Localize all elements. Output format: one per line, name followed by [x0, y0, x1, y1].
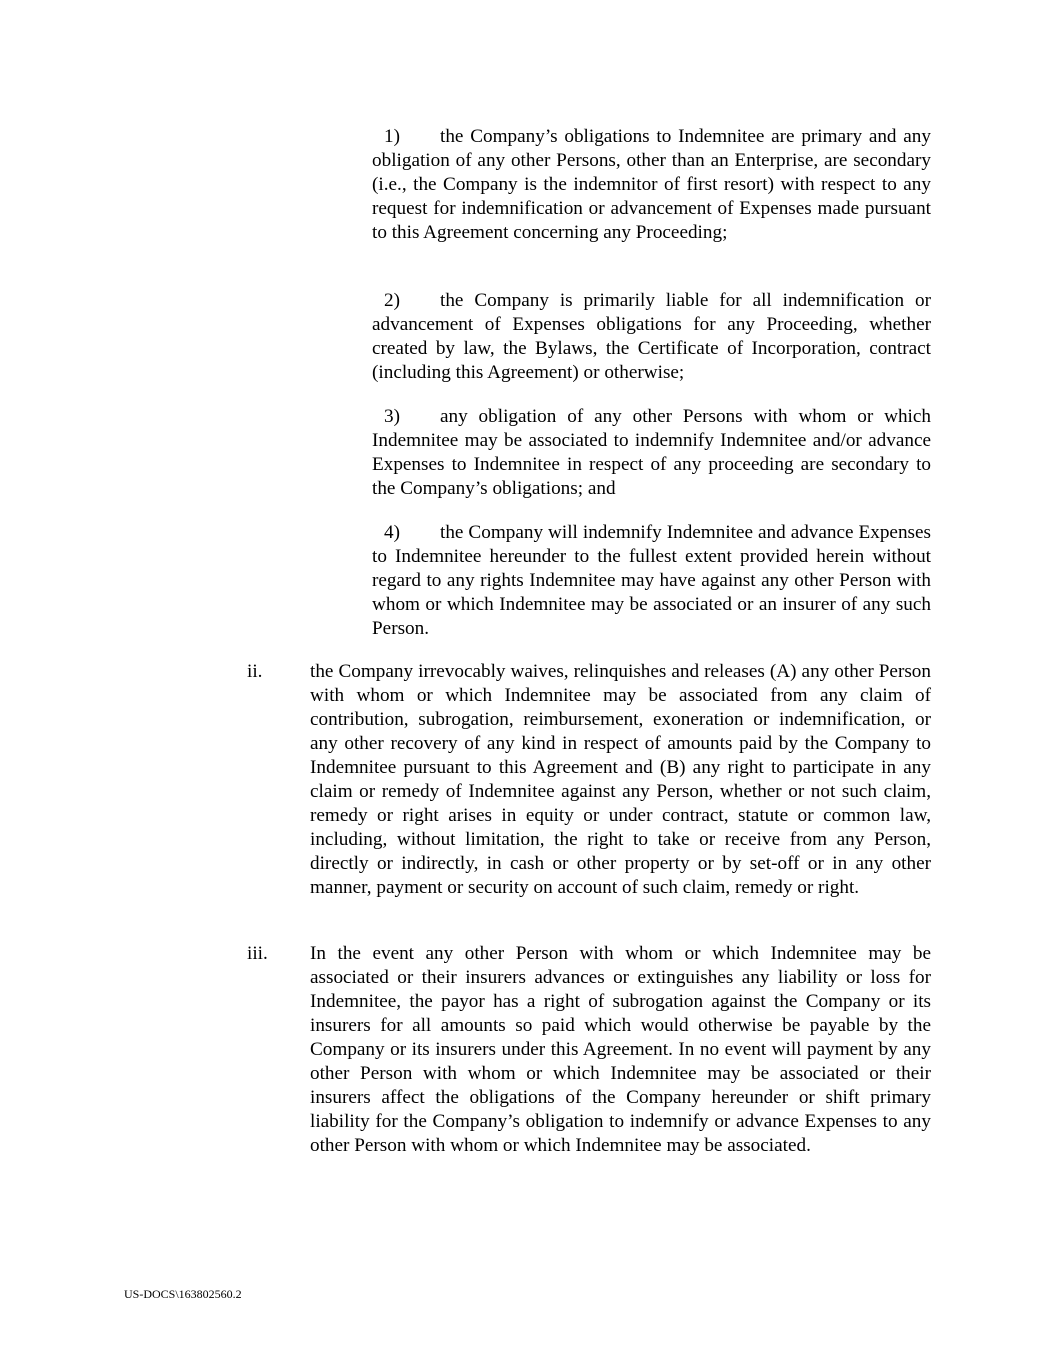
roman-item-iii — [247, 942, 931, 1158]
sub-item-text: the Company’s obligations to Indemnitee are primary and any obligation of any other Persons, other than an Enterprise, are secondary (i.e., the Company is the indemnitor of first resort) with respect to any request for indemnification or advancement of Expenses made pursuant to this Agreement concerning any Proceeding; — [372, 126, 931, 243]
sub-item-number: 3) — [384, 406, 400, 427]
roman-numeral: iii. — [247, 943, 268, 964]
document-footer-id: US-DOCS\163802560.2 — [124, 1287, 242, 1301]
sub-item-3 — [372, 405, 931, 501]
sub-item-4 — [372, 521, 931, 641]
sub-item-text: the Company is primarily liable for all indemnification or advancement of Expenses obligations for any Proceeding, whether created by law, the Bylaws, the Certificate of Incorporation, contract (including this Agreement) or otherwise; — [372, 290, 931, 383]
sub-item-number: 1) — [384, 126, 400, 147]
sub-item-text: any obligation of any other Persons with whom or which Indemnitee may be associated to indemnify Indemnitee and/or advance Expenses to Indemnitee in respect of any proceeding are secondary to the Company’s obligations; and — [372, 406, 931, 499]
roman-numeral: ii. — [247, 661, 263, 682]
sub-item-number: 4) — [384, 522, 400, 543]
sub-item-number: 2) — [384, 290, 400, 311]
roman-item-text: the Company irrevocably waives, relinquishes and releases (A) any other Person with whom or which Indemnitee may be associated from any claim of contribution, subrogation, reimbursement, exoneration or indemnification, or any other recovery of any kind in respect of amounts paid by the Company to Indemnitee pursuant to this Agreement and (B) any right to participate in any claim or remedy of Indemnitee against any Person, whether or not such claim, remedy or right arises in equity or under contract, statute or common law, including, without limitation, the right to take or receive from any Person, directly or indirectly, in cash or other property or by set-off or in any other manner, payment or security on account of such claim, remedy or right. — [310, 661, 931, 898]
sub-item-2 — [372, 289, 931, 385]
roman-item-text: In the event any other Person with whom or which Indemnitee may be associated or their insurers advances or extinguishes any liability or loss for Indemnitee, the payor has a right of subrogation against the Company or its insurers for all amounts so paid which would otherwise be payable by the Company or its insurers under this Agreement. In no event will payment by any other Person with whom or which Indemnitee may be associated or their insurers affect the obligations of the Company hereunder or shift primary liability for the Company’s obligation to indemnify or advance Expenses to any other Person with whom or which Indemnitee may be associated. — [310, 943, 931, 1156]
sub-item-text: the Company will indemnify Indemnitee and advance Expenses to Indemnitee hereunder to the fullest extent provided herein without regard to any rights Indemnitee may have against any other Person with whom or which Indemnitee may be associated or an insurer of any such Person. — [372, 522, 931, 639]
sub-item-1 — [372, 125, 931, 245]
roman-item-ii — [247, 660, 931, 900]
